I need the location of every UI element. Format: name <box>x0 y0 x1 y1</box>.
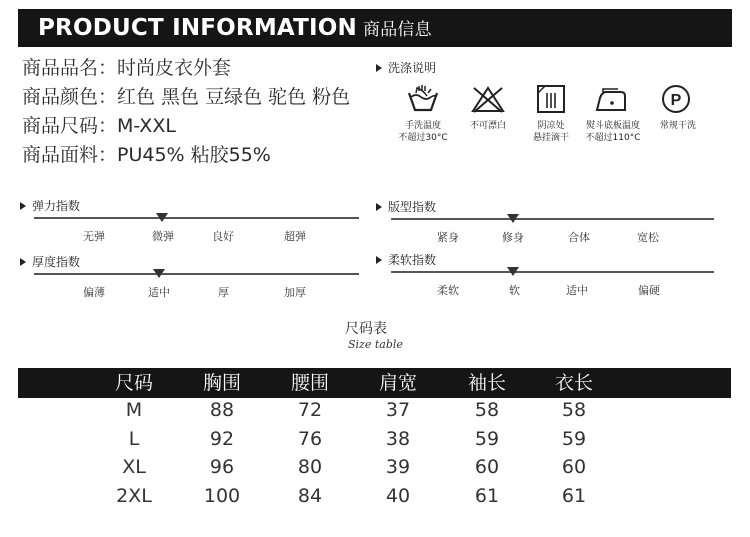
thickness-option: 偏薄 <box>83 286 105 299</box>
table-cell: 96 <box>209 456 235 478</box>
table-cell: 58 <box>474 399 500 421</box>
page-title-zh: 商品信息 <box>363 20 432 40</box>
table-cell: 100 <box>203 485 241 507</box>
elasticity-option: 微弹 <box>152 230 174 243</box>
fit-title: 版型指数 <box>376 198 436 215</box>
table-cell: 92 <box>209 428 235 450</box>
thickness-option: 加厚 <box>284 286 306 299</box>
table-cell: 84 <box>297 485 323 507</box>
elasticity-scale-line <box>34 217 359 219</box>
softness-title: 柔软指数 <box>376 251 436 268</box>
product-size: 商品尺码：M-XXL <box>22 115 176 137</box>
softness-option: 偏硬 <box>638 284 660 297</box>
product-color: 商品颜色：红色 黑色 豆绿色 驼色 粉色 <box>22 86 351 108</box>
table-cell: 61 <box>474 485 500 507</box>
fit-marker-icon <box>507 214 519 223</box>
shade-hang-dry-icon <box>533 84 569 114</box>
fit-scale-line <box>391 218 714 220</box>
table-header-cell: 肩宽 <box>378 372 417 394</box>
elasticity-option: 超弹 <box>284 230 306 243</box>
hand-wash-icon <box>405 84 441 114</box>
fit-option: 宽松 <box>637 231 659 244</box>
table-cell: 88 <box>209 399 235 421</box>
thickness-marker-icon <box>153 269 165 278</box>
size-table-title: 尺码表 <box>345 321 387 337</box>
thickness-option: 适中 <box>148 286 170 299</box>
svg-text:P: P <box>670 92 682 109</box>
softness-option: 软 <box>509 284 520 297</box>
iron-icon <box>594 86 630 116</box>
care-label-hand-wash: 手洗温度 不超过30°C <box>398 121 448 143</box>
elasticity-title: 弹力指数 <box>20 197 80 214</box>
thickness-title: 厚度指数 <box>20 253 80 270</box>
table-cell: 60 <box>474 456 500 478</box>
table-cell: 38 <box>385 428 411 450</box>
dry-clean-icon <box>658 84 694 114</box>
elasticity-option: 良好 <box>212 230 234 243</box>
product-fabric: 商品面料：PU45% 粘胶55% <box>22 144 271 166</box>
table-cell: 59 <box>561 428 587 450</box>
softness-marker-icon <box>507 267 519 276</box>
product-name: 商品品名：时尚皮衣外套 <box>22 57 232 79</box>
table-header-cell: 腰围 <box>290 372 329 394</box>
table-cell: 40 <box>385 485 411 507</box>
table-header-cell: 衣长 <box>554 372 593 394</box>
thickness-option: 厚 <box>218 286 229 299</box>
triangle-bullet-icon <box>20 202 26 210</box>
fit-option: 合体 <box>568 231 590 244</box>
table-cell: 2XL <box>116 485 152 507</box>
triangle-bullet-icon <box>376 256 382 264</box>
page-title: PRODUCT INFORMATION 商品信息 <box>38 15 432 41</box>
table-cell: 61 <box>561 485 587 507</box>
elasticity-marker-icon <box>156 213 168 222</box>
table-cell: 76 <box>297 428 323 450</box>
table-cell: XL <box>122 456 146 478</box>
table-header-cell: 尺码 <box>114 372 153 394</box>
triangle-bullet-icon <box>20 258 26 266</box>
table-cell: 80 <box>297 456 323 478</box>
thickness-scale-line <box>34 273 359 275</box>
table-cell: M <box>125 399 143 421</box>
elasticity-option: 无弹 <box>83 230 105 243</box>
table-cell: L <box>128 428 140 450</box>
fit-option: 紧身 <box>437 231 459 244</box>
table-header-cell: 袖长 <box>467 372 506 394</box>
table-cell: 59 <box>474 428 500 450</box>
care-title: 洗涤说明 <box>376 59 436 76</box>
fit-option: 修身 <box>502 231 524 244</box>
table-cell: 60 <box>561 456 587 478</box>
size-table-subtitle: Size table <box>348 338 403 351</box>
softness-scale-line <box>391 271 714 273</box>
no-bleach-icon <box>470 84 506 114</box>
table-cell: 72 <box>297 399 323 421</box>
table-cell: 37 <box>385 399 411 421</box>
care-label-no-bleach: 不可漂白 <box>469 121 506 131</box>
softness-option: 柔软 <box>437 284 459 297</box>
table-cell: 39 <box>385 456 411 478</box>
triangle-bullet-icon <box>376 203 382 211</box>
softness-option: 适中 <box>566 284 588 297</box>
table-cell: 58 <box>561 399 587 421</box>
care-label-iron: 熨斗底板温度 不超过110°C <box>585 121 641 143</box>
care-label-dry-clean: 常规干洗 <box>659 121 696 131</box>
table-header-cell: 胸围 <box>202 372 241 394</box>
triangle-bullet-icon <box>376 64 382 72</box>
care-label-shade-dry: 阴凉处 悬挂滴干 <box>532 121 569 143</box>
